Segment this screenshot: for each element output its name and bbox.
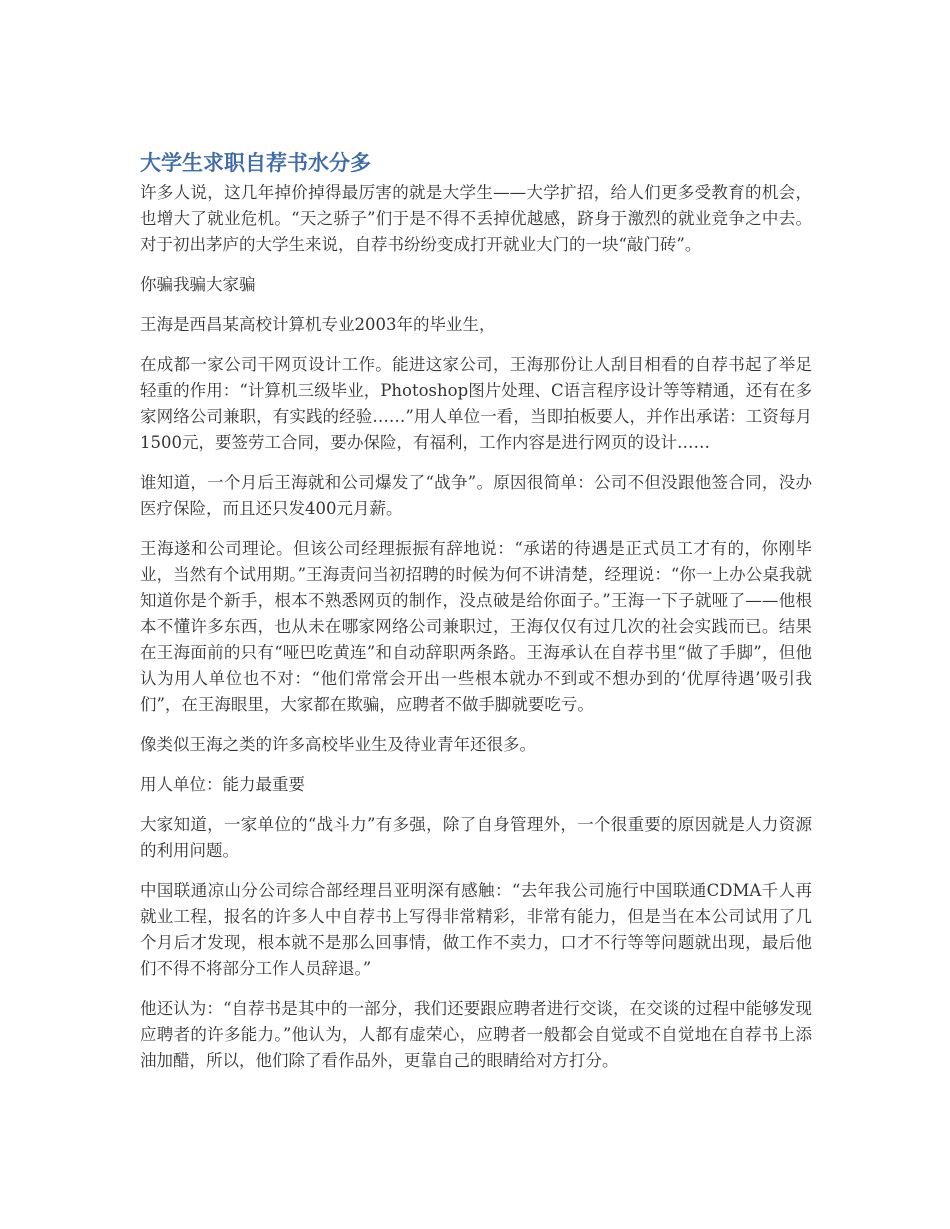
paragraph: 他还认为：“自荐书是其中的一部分，我们还要跟应聘者进行交谈，在交谈的过程中能够发现应聘者的许多能力。”他认为，人都有虚荣心，应聘者一般都会自觉或不自觉地在自荐书上添油加醋，所以，他们除了看作品外，更靠自己的眼睛给对方打分。	[140, 999, 812, 1070]
section-heading-deception: 你骗我骗大家骗	[140, 275, 256, 294]
paragraph: 大家知道，一家单位的“战斗力”有多强，除了自身管理外，一个很重要的原因就是人力资源的利用问题。	[140, 815, 812, 860]
document-title: 大学生求职自荐书水分多	[140, 151, 371, 175]
paragraph: 像类似王海之类的许多高校毕业生及待业青年还很多。	[140, 735, 536, 754]
paragraph: 谁知道，一个月后王海就和公司爆发了“战争”。原因很简单：公司不但没跟他签合同，没办医疗保险，而且还只发400元月薪。	[140, 473, 812, 518]
paragraph: 在成都一家公司干网页设计工作。能进这家公司，王海那份让人刮目相看的自荐书起了举足轻重的作用：“计算机三级毕业，Photoshop图片处理、C语言程序设计等等精通，还有在多家网络公司兼职，有实践的经验……”用人单位一看，当即拍板要人，并作出承诺：工资每月1500元，要签劳工合同，要办保险，有福利，工作内容是进行网页的设计……	[140, 355, 812, 452]
paragraph: 王海是西昌某高校计算机专业2003年的毕业生，	[140, 315, 496, 334]
section-heading-employer: 用人单位：能力最重要	[140, 775, 305, 794]
paragraph: 王海遂和公司理论。但该公司经理振振有辞地说：“承诺的待遇是正式员工才有的，你刚毕业，当然有个试用期。”王海责问当初招聘的时候为何不讲清楚，经理说：“你一上办公桌我就知道你是个新手，根本不熟悉网页的制作，没点破是给你面子。”王海一下子就哑了——他根本不懂许多东西，也从未在哪家网络公司兼职过，王海仅仅有过几次的社会实践而已。结果在王海面前的只有“哑巴吃黄连”和自动辞职两条路。王海承认在自荐书里“做了手脚”，但他认为用人单位也不对：“他们常常会开出一些根本就办不到或不想办到的‘优厚待遇’吸引我们”，在王海眼里，大家都在欺骗，应聘者不做手脚就要吃亏。	[140, 539, 812, 714]
document-page	[140, 148, 812, 1088]
paragraph-intro: 许多人说，这几年掉价掉得最厉害的就是大学生——大学扩招，给人们更多受教育的机会，也增大了就业危机。“天之骄子”们于是不得不丢掉优越感，跻身于激烈的就业竞争之中去。对于初出茅庐的大学生来说，自荐书纷纷变成打开就业大门的一块“敲门砖”。	[140, 183, 812, 254]
paragraph: 中国联通凉山分公司综合部经理吕亚明深有感触：“去年我公司施行中国联通CDMA千人再就业工程，报名的许多人中自荐书上写得非常精彩，非常有能力，但是当在本公司试用了几个月后才发现，根本就不是那么回事情，做工作不卖力，口才不行等等问题就出现，最后他们不得不将部分工作人员辞退。”	[140, 881, 812, 978]
